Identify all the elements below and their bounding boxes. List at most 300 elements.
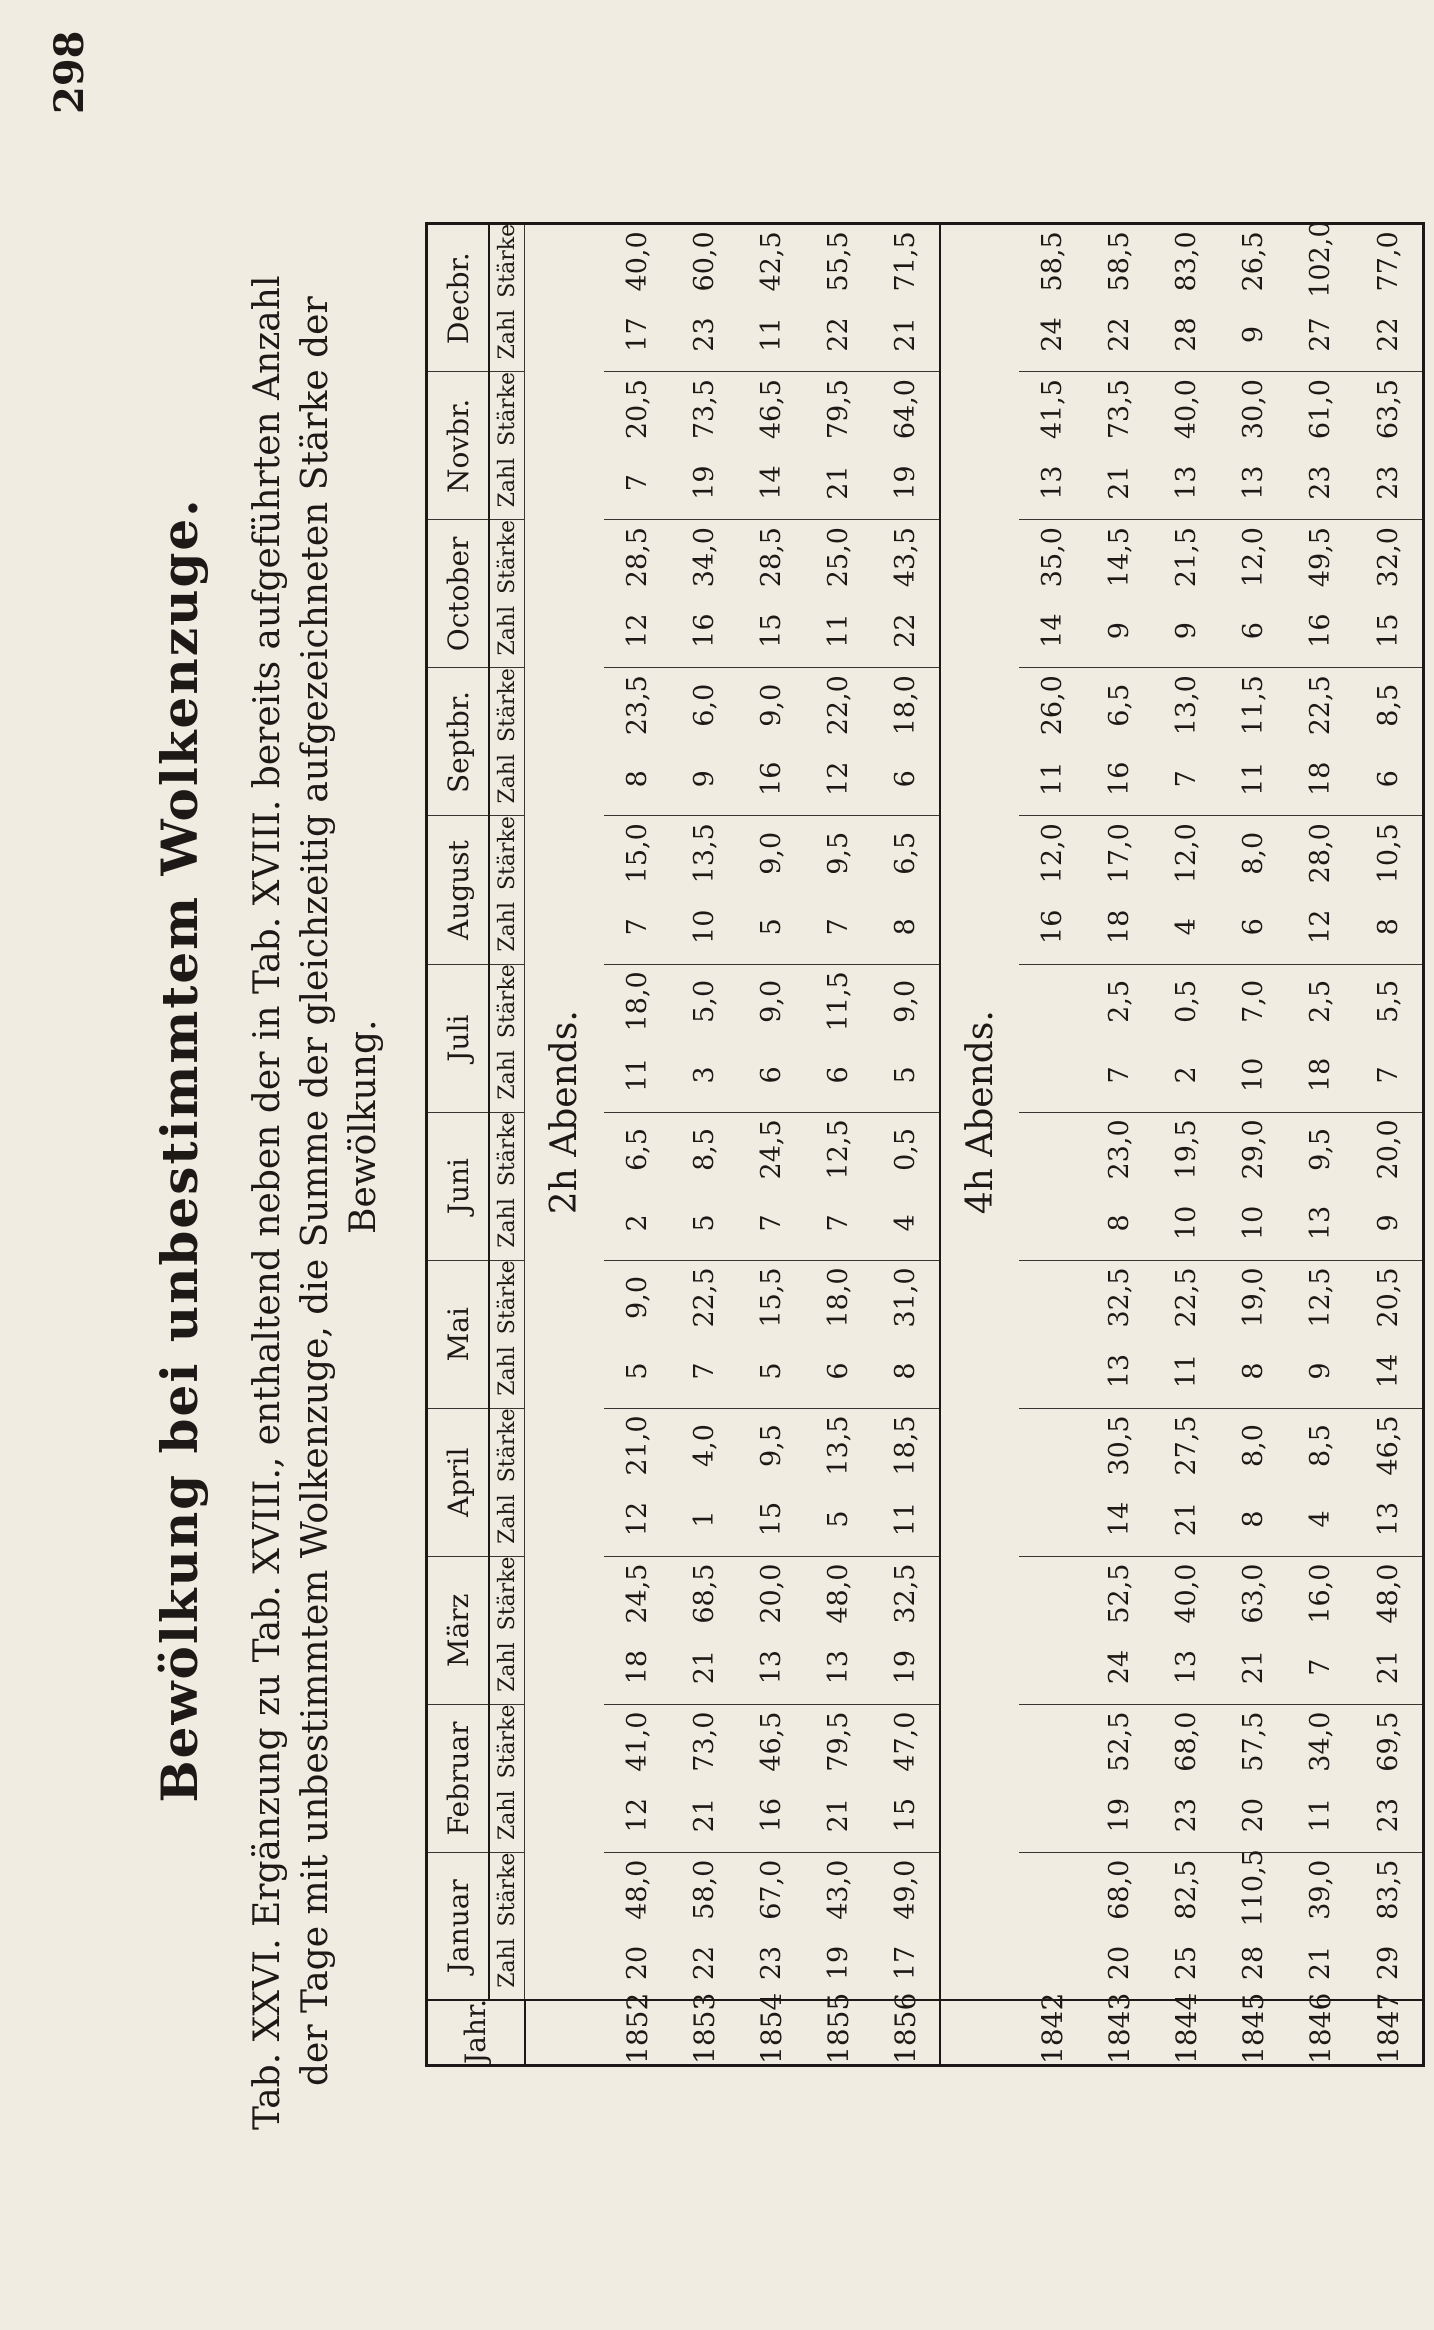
staerke-cell: 79,5 — [805, 1704, 872, 1778]
staerke-cell: 73,5 — [671, 372, 738, 446]
staerke-cell: 8,5 — [1287, 1408, 1354, 1482]
staerke-cell: 73,0 — [671, 1704, 738, 1778]
zahl-cell: 4 — [872, 1186, 940, 1260]
zahl-cell: 13 — [1305, 1205, 1337, 1241]
staerke-cell: 11,5 — [805, 964, 872, 1038]
zahl-subheader: Zahl — [489, 1334, 525, 1408]
staerke-cell: 6,0 — [671, 668, 738, 742]
year-cell: 1846 — [1287, 2001, 1354, 2066]
table-row — [604, 224, 671, 2066]
zahl-cell: 23 — [688, 317, 720, 352]
staerke-cell: 13,0 — [1153, 668, 1220, 742]
staerke-cell: 13,5 — [805, 1408, 872, 1482]
staerke-cell: 20,5 — [1354, 1260, 1423, 1334]
staerke-cell: 8,0 — [1220, 816, 1287, 890]
zahl-cell: 14 — [1104, 1501, 1136, 1537]
zahl-subheader: Zahl — [489, 1482, 525, 1556]
zahl-cell: 1 — [688, 1510, 720, 1528]
zahl-cell: 5 — [755, 918, 787, 936]
staerke-cell: 77,0 — [1354, 224, 1423, 298]
zahl-cell: 5 — [688, 1214, 720, 1232]
staerke-cell: 32,5 — [872, 1556, 940, 1630]
staerke-cell: 79,5 — [805, 372, 872, 446]
zahl-cell: 16 — [1104, 761, 1136, 796]
zahl-cell: 5 — [621, 1362, 653, 1380]
staerke-cell: 30,5 — [1086, 1408, 1153, 1482]
staerke-cell: 24,5 — [604, 1556, 671, 1630]
table-row — [1019, 224, 1086, 2066]
staerke-cell: 68,0 — [1153, 1704, 1220, 1778]
zahl-cell: 23 — [1354, 1778, 1423, 1852]
zahl-cell: 21 — [872, 298, 940, 372]
zahl-cell: 13 — [755, 1649, 787, 1685]
zahl-subheader: Zahl — [489, 446, 525, 520]
staerke-cell: 5,5 — [1354, 964, 1423, 1038]
zahl-cell: 11 — [755, 317, 787, 352]
caption-line-2: der Tage mit unbestimmtem Wolkenzuge, die Summe der gleichzeitig aufgezeichneten Stärke der — [295, 296, 336, 2086]
zahl-cell: 21 — [1171, 1501, 1203, 1537]
staerke-cell: 0,5 — [1153, 964, 1220, 1038]
zahl-cell: 27 — [1305, 317, 1337, 352]
zahl-cell: 13 — [1238, 465, 1270, 500]
staerke-cell: 40,0 — [604, 224, 671, 298]
zahl-cell: 6 — [1238, 622, 1270, 640]
zahl-cell: 5 — [822, 1510, 854, 1528]
staerke-cell: 0,5 — [872, 1112, 940, 1186]
zahl-cell: 12 — [621, 1501, 653, 1537]
zahl-cell — [1019, 1186, 1086, 1260]
zahl-cell: 21 — [1354, 1630, 1423, 1704]
zahl-subheader: Zahl — [489, 890, 525, 964]
cloud-cover-table — [425, 222, 1425, 2067]
zahl-cell: 20 — [1238, 1798, 1270, 1833]
zahl-cell: 11 — [621, 1057, 653, 1093]
staerke-cell: 31,0 — [872, 1260, 940, 1334]
zahl-cell: 23 — [755, 1945, 787, 1981]
staerke-cell: 64,0 — [872, 372, 940, 446]
zahl-cell: 7 — [688, 1362, 720, 1380]
table-row — [805, 224, 872, 2066]
staerke-cell: 48,0 — [604, 1852, 671, 1926]
staerke-cell: 41,5 — [1019, 372, 1086, 446]
zahl-cell: 29 — [1354, 1926, 1423, 2000]
year-cell-empty — [940, 2001, 1019, 2066]
zahl-cell: 17 — [872, 1926, 940, 2000]
year-cell: 1855 — [805, 2001, 872, 2066]
zahl-cell: 24 — [1104, 1649, 1136, 1685]
zahl-cell: 7 — [621, 474, 653, 492]
zahl-cell: 22 — [822, 317, 854, 352]
zahl-cell: 7 — [822, 1214, 854, 1232]
zahl-cell: 21 — [822, 465, 854, 500]
staerke-subheader: Stärke — [489, 816, 525, 890]
zahl-cell: 21 — [1238, 1649, 1270, 1685]
month-header: März — [427, 1556, 490, 1704]
zahl-cell: 7 — [822, 918, 854, 936]
staerke-cell: 11,5 — [1220, 668, 1287, 742]
zahl-cell: 20 — [621, 1945, 653, 1981]
section-label: 2h Abends. — [543, 1010, 585, 1215]
staerke-cell: 28,5 — [604, 520, 671, 594]
staerke-cell: 18,5 — [872, 1408, 940, 1482]
staerke-cell — [1019, 1704, 1086, 1778]
staerke-cell: 12,0 — [1220, 520, 1287, 594]
table-row — [1220, 224, 1287, 2066]
staerke-cell: 32,0 — [1354, 520, 1423, 594]
staerke-cell: 4,0 — [671, 1408, 738, 1482]
month-header: Mai — [427, 1260, 490, 1408]
staerke-cell: 9,0 — [738, 964, 805, 1038]
staerke-cell: 12,5 — [1287, 1260, 1354, 1334]
staerke-cell: 17,0 — [1086, 816, 1153, 890]
staerke-cell: 9,5 — [805, 816, 872, 890]
month-header: Januar — [427, 1852, 490, 2000]
zahl-subheader: Zahl — [489, 742, 525, 816]
zahl-cell: 25 — [1171, 1945, 1203, 1981]
zahl-cell: 18 — [1104, 909, 1136, 944]
table-row — [671, 224, 738, 2066]
staerke-cell: 9,0 — [604, 1260, 671, 1334]
year-cell: 1852 — [604, 2001, 671, 2066]
zahl-cell: 11 — [822, 613, 854, 648]
staerke-cell: 15,0 — [604, 816, 671, 890]
zahl-cell: 15 — [755, 1501, 787, 1537]
zahl-cell: 12 — [621, 1798, 653, 1833]
zahl-cell: 9 — [688, 770, 720, 788]
zahl-cell: 28 — [1238, 1945, 1270, 1981]
staerke-cell: 102,0 — [1287, 224, 1354, 298]
zahl-subheader: Zahl — [489, 1038, 525, 1112]
staerke-cell: 10,5 — [1354, 816, 1423, 890]
zahl-cell: 15 — [1354, 594, 1423, 668]
staerke-subheader: Stärke — [489, 964, 525, 1038]
staerke-cell: 12,0 — [1153, 816, 1220, 890]
staerke-cell: 6,5 — [604, 1112, 671, 1186]
year-cell: 1843 — [1086, 2001, 1153, 2066]
zahl-cell: 8 — [1354, 890, 1423, 964]
year-cell-empty — [525, 2001, 604, 2066]
zahl-cell — [1019, 1926, 1086, 2000]
staerke-cell: 34,0 — [671, 520, 738, 594]
zahl-subheader: Zahl — [489, 298, 525, 372]
table-row — [1287, 224, 1354, 2066]
zahl-cell: 10 — [1238, 1057, 1270, 1093]
zahl-cell: 22 — [1104, 317, 1136, 352]
staerke-cell: 21,5 — [1153, 520, 1220, 594]
zahl-cell: 8 — [621, 770, 653, 788]
staerke-cell: 40,0 — [1153, 1556, 1220, 1630]
section-label: 4h Abends. — [959, 1010, 1001, 1215]
zahl-cell: 16 — [1305, 613, 1337, 648]
zahl-cell: 13 — [822, 1649, 854, 1685]
staerke-cell: 30,0 — [1220, 372, 1287, 446]
zahl-cell: 7 — [621, 918, 653, 936]
zahl-cell — [1019, 1038, 1086, 1112]
zahl-cell: 7 — [755, 1214, 787, 1232]
zahl-cell: 7 — [1354, 1038, 1423, 1112]
zahl-cell: 13 — [1171, 465, 1203, 500]
zahl-cell: 16 — [755, 761, 787, 796]
staerke-subheader: Stärke — [489, 372, 525, 446]
staerke-cell: 58,5 — [1086, 224, 1153, 298]
staerke-cell: 68,0 — [1086, 1852, 1153, 1926]
zahl-cell: 23 — [1305, 465, 1337, 500]
table-row — [1086, 224, 1153, 2066]
zahl-cell: 23 — [1354, 446, 1423, 520]
section-heading-row — [525, 224, 604, 2066]
zahl-cell: 19 — [1104, 1798, 1136, 1833]
month-header: August — [427, 816, 490, 964]
month-header: April — [427, 1408, 490, 1556]
staerke-cell: 73,5 — [1086, 372, 1153, 446]
staerke-cell: 22,5 — [1287, 668, 1354, 742]
zahl-cell: 15 — [872, 1778, 940, 1852]
staerke-cell: 46,5 — [738, 1704, 805, 1778]
staerke-cell: 82,5 — [1153, 1852, 1220, 1926]
zahl-cell: 5 — [755, 1362, 787, 1380]
staerke-cell: 18,0 — [872, 668, 940, 742]
staerke-cell: 16,0 — [1287, 1556, 1354, 1630]
zahl-cell: 18 — [621, 1649, 653, 1685]
zahl-cell: 2 — [621, 1214, 653, 1232]
zahl-cell: 19 — [688, 465, 720, 500]
staerke-cell: 71,5 — [872, 224, 940, 298]
sub-header-row — [489, 224, 525, 2066]
staerke-cell — [1019, 1260, 1086, 1334]
staerke-cell: 46,5 — [1354, 1408, 1423, 1482]
staerke-cell: 67,0 — [738, 1852, 805, 1926]
zahl-cell — [1019, 1630, 1086, 1704]
staerke-cell: 26,0 — [1019, 668, 1086, 742]
staerke-cell: 110,5 — [1220, 1852, 1287, 1926]
staerke-cell: 48,0 — [1354, 1556, 1423, 1630]
caption-line-3: Bewölkung. — [343, 1019, 384, 1234]
zahl-cell: 9 — [1354, 1186, 1423, 1260]
zahl-cell: 6 — [822, 1362, 854, 1380]
zahl-cell: 16 — [1037, 909, 1069, 944]
staerke-subheader: Stärke — [489, 1408, 525, 1482]
staerke-cell: 60,0 — [671, 224, 738, 298]
zahl-cell: 21 — [688, 1798, 720, 1833]
staerke-cell: 20,0 — [738, 1556, 805, 1630]
staerke-cell: 42,5 — [738, 224, 805, 298]
staerke-cell — [1019, 1408, 1086, 1482]
zahl-cell: 19 — [822, 1945, 854, 1981]
staerke-subheader: Stärke — [489, 1112, 525, 1186]
page-title: Bewölkung bei unbestimmtem Wolkenzuge. — [150, 497, 209, 1803]
zahl-cell: 18 — [1305, 1057, 1337, 1093]
staerke-cell: 18,0 — [604, 964, 671, 1038]
staerke-cell: 29,0 — [1220, 1112, 1287, 1186]
staerke-subheader: Stärke — [489, 520, 525, 594]
month-header: Septbr. — [427, 668, 490, 816]
zahl-cell: 22 — [872, 594, 940, 668]
zahl-cell: 14 — [1037, 613, 1069, 648]
staerke-cell: 18,0 — [805, 1260, 872, 1334]
staerke-cell: 39,0 — [1287, 1852, 1354, 1926]
staerke-cell: 58,5 — [1019, 224, 1086, 298]
staerke-cell: 32,5 — [1086, 1260, 1153, 1334]
zahl-cell: 7 — [1305, 1658, 1337, 1676]
zahl-cell: 12 — [822, 761, 854, 796]
zahl-cell: 6 — [1354, 742, 1423, 816]
staerke-cell: 68,5 — [671, 1556, 738, 1630]
zahl-cell — [1019, 1482, 1086, 1556]
staerke-cell — [1019, 1112, 1086, 1186]
zahl-cell: 11 — [1238, 761, 1270, 796]
staerke-cell — [1019, 1556, 1086, 1630]
staerke-cell: 55,5 — [805, 224, 872, 298]
zahl-cell: 5 — [872, 1038, 940, 1112]
staerke-cell: 22,5 — [1153, 1260, 1220, 1334]
zahl-cell: 14 — [1354, 1334, 1423, 1408]
staerke-cell: 2,5 — [1287, 964, 1354, 1038]
staerke-cell: 22,5 — [671, 1260, 738, 1334]
zahl-cell: 16 — [755, 1798, 787, 1833]
zahl-cell: 13 — [1171, 1649, 1203, 1685]
staerke-cell: 12,5 — [805, 1112, 872, 1186]
staerke-cell: 41,0 — [604, 1704, 671, 1778]
year-cell: 1842 — [1019, 2001, 1086, 2066]
zahl-cell: 23 — [1171, 1798, 1203, 1833]
month-header: Februar — [427, 1704, 490, 1852]
staerke-cell: 43,0 — [805, 1852, 872, 1926]
staerke-cell: 25,0 — [805, 520, 872, 594]
zahl-cell: 21 — [822, 1798, 854, 1833]
staerke-cell: 23,0 — [1086, 1112, 1153, 1186]
staerke-cell: 9,5 — [738, 1408, 805, 1482]
zahl-subheader: Zahl — [489, 1186, 525, 1260]
month-header: Novbr. — [427, 372, 490, 520]
zahl-cell: 9 — [1238, 325, 1270, 344]
zahl-cell: 9 — [1171, 622, 1203, 640]
staerke-cell: 24,5 — [738, 1112, 805, 1186]
year-cell: 1847 — [1354, 2001, 1423, 2066]
zahl-cell: 28 — [1171, 317, 1203, 352]
month-header: Decbr. — [427, 224, 490, 372]
staerke-cell: 48,0 — [805, 1556, 872, 1630]
zahl-cell: 10 — [688, 909, 720, 944]
staerke-cell: 58,0 — [671, 1852, 738, 1926]
zahl-cell: 8 — [872, 890, 940, 964]
month-header: October — [427, 520, 490, 668]
staerke-cell: 83,0 — [1153, 224, 1220, 298]
zahl-cell: 3 — [688, 1066, 720, 1084]
staerke-cell: 49,5 — [1287, 520, 1354, 594]
staerke-subheader: Stärke — [489, 1852, 525, 1926]
staerke-cell: 2,5 — [1086, 964, 1153, 1038]
staerke-subheader: Stärke — [489, 224, 525, 298]
year-cell: 1856 — [872, 2001, 940, 2066]
zahl-cell: 11 — [1305, 1798, 1337, 1833]
zahl-subheader: Zahl — [489, 594, 525, 668]
staerke-cell: 20,5 — [604, 372, 671, 446]
zahl-cell: 9 — [1104, 622, 1136, 640]
caption-line-1: Tab. XXVI. Ergänzung zu Tab. XVIII., enthaltend neben der in Tab. XVIII. bereits aufgeführten Anzahl — [247, 275, 288, 2130]
zahl-cell: 11 — [1037, 761, 1069, 796]
zahl-cell — [1019, 1334, 1086, 1408]
staerke-cell: 43,5 — [872, 520, 940, 594]
staerke-cell: 8,0 — [1220, 1408, 1287, 1482]
staerke-cell: 52,5 — [1086, 1704, 1153, 1778]
zahl-cell: 11 — [1171, 1353, 1203, 1389]
zahl-cell: 8 — [1238, 1362, 1270, 1380]
staerke-cell: 28,5 — [738, 520, 805, 594]
staerke-cell: 63,5 — [1354, 372, 1423, 446]
zahl-cell: 13 — [1354, 1482, 1423, 1556]
staerke-cell: 5,0 — [671, 964, 738, 1038]
zahl-cell: 14 — [755, 465, 787, 500]
zahl-cell: 20 — [1104, 1945, 1136, 1981]
staerke-cell: 26,5 — [1220, 224, 1287, 298]
staerke-cell: 83,5 — [1354, 1852, 1423, 1926]
staerke-cell: 6,5 — [1086, 668, 1153, 742]
staerke-cell: 9,5 — [1287, 1112, 1354, 1186]
staerke-cell: 7,0 — [1220, 964, 1287, 1038]
staerke-cell — [1019, 964, 1086, 1038]
zahl-cell: 19 — [872, 1630, 940, 1704]
zahl-cell: 4 — [1305, 1510, 1337, 1528]
table-row — [738, 224, 805, 2066]
table-caption — [244, 0, 388, 2130]
table-row — [872, 224, 940, 2066]
staerke-cell: 9,0 — [738, 816, 805, 890]
month-header-row — [427, 224, 490, 2066]
zahl-cell: 8 — [872, 1334, 940, 1408]
zahl-cell: 9 — [1305, 1362, 1337, 1380]
staerke-subheader: Stärke — [489, 1556, 525, 1630]
staerke-subheader: Stärke — [489, 1260, 525, 1334]
zahl-cell: 24 — [1037, 317, 1069, 352]
staerke-cell: 28,0 — [1287, 816, 1354, 890]
staerke-cell: 23,5 — [604, 668, 671, 742]
month-header: Juli — [427, 964, 490, 1112]
staerke-cell: 8,5 — [1354, 668, 1423, 742]
staerke-cell: 52,5 — [1086, 1556, 1153, 1630]
zahl-cell: 22 — [1354, 298, 1423, 372]
staerke-cell: 12,0 — [1019, 816, 1086, 890]
staerke-cell: 8,5 — [671, 1112, 738, 1186]
staerke-cell: 21,0 — [604, 1408, 671, 1482]
zahl-cell: 21 — [1305, 1945, 1337, 1981]
staerke-cell: 47,0 — [872, 1704, 940, 1778]
page-number: 298 — [46, 30, 93, 114]
table-row — [1354, 224, 1423, 2066]
zahl-cell: 16 — [688, 613, 720, 648]
year-cell: 1854 — [738, 2001, 805, 2066]
staerke-cell: 15,5 — [738, 1260, 805, 1334]
staerke-cell: 46,5 — [738, 372, 805, 446]
zahl-cell: 8 — [1238, 1510, 1270, 1528]
zahl-cell: 18 — [1305, 761, 1337, 796]
table-row — [1153, 224, 1220, 2066]
zahl-cell: 10 — [1238, 1205, 1270, 1241]
zahl-cell: 10 — [1171, 1205, 1203, 1241]
zahl-cell: 11 — [872, 1482, 940, 1556]
staerke-cell: 69,5 — [1354, 1704, 1423, 1778]
zahl-cell: 6 — [1238, 918, 1270, 936]
zahl-cell: 21 — [688, 1649, 720, 1685]
year-cell: 1853 — [671, 2001, 738, 2066]
staerke-cell: 63,0 — [1220, 1556, 1287, 1630]
staerke-cell — [1019, 1852, 1086, 1926]
staerke-subheader: Stärke — [489, 668, 525, 742]
zahl-cell: 12 — [621, 613, 653, 648]
year-column-header: Jahr. — [427, 2001, 525, 2066]
staerke-cell: 20,0 — [1354, 1112, 1423, 1186]
zahl-cell: 13 — [1037, 465, 1069, 500]
zahl-cell: 6 — [872, 742, 940, 816]
